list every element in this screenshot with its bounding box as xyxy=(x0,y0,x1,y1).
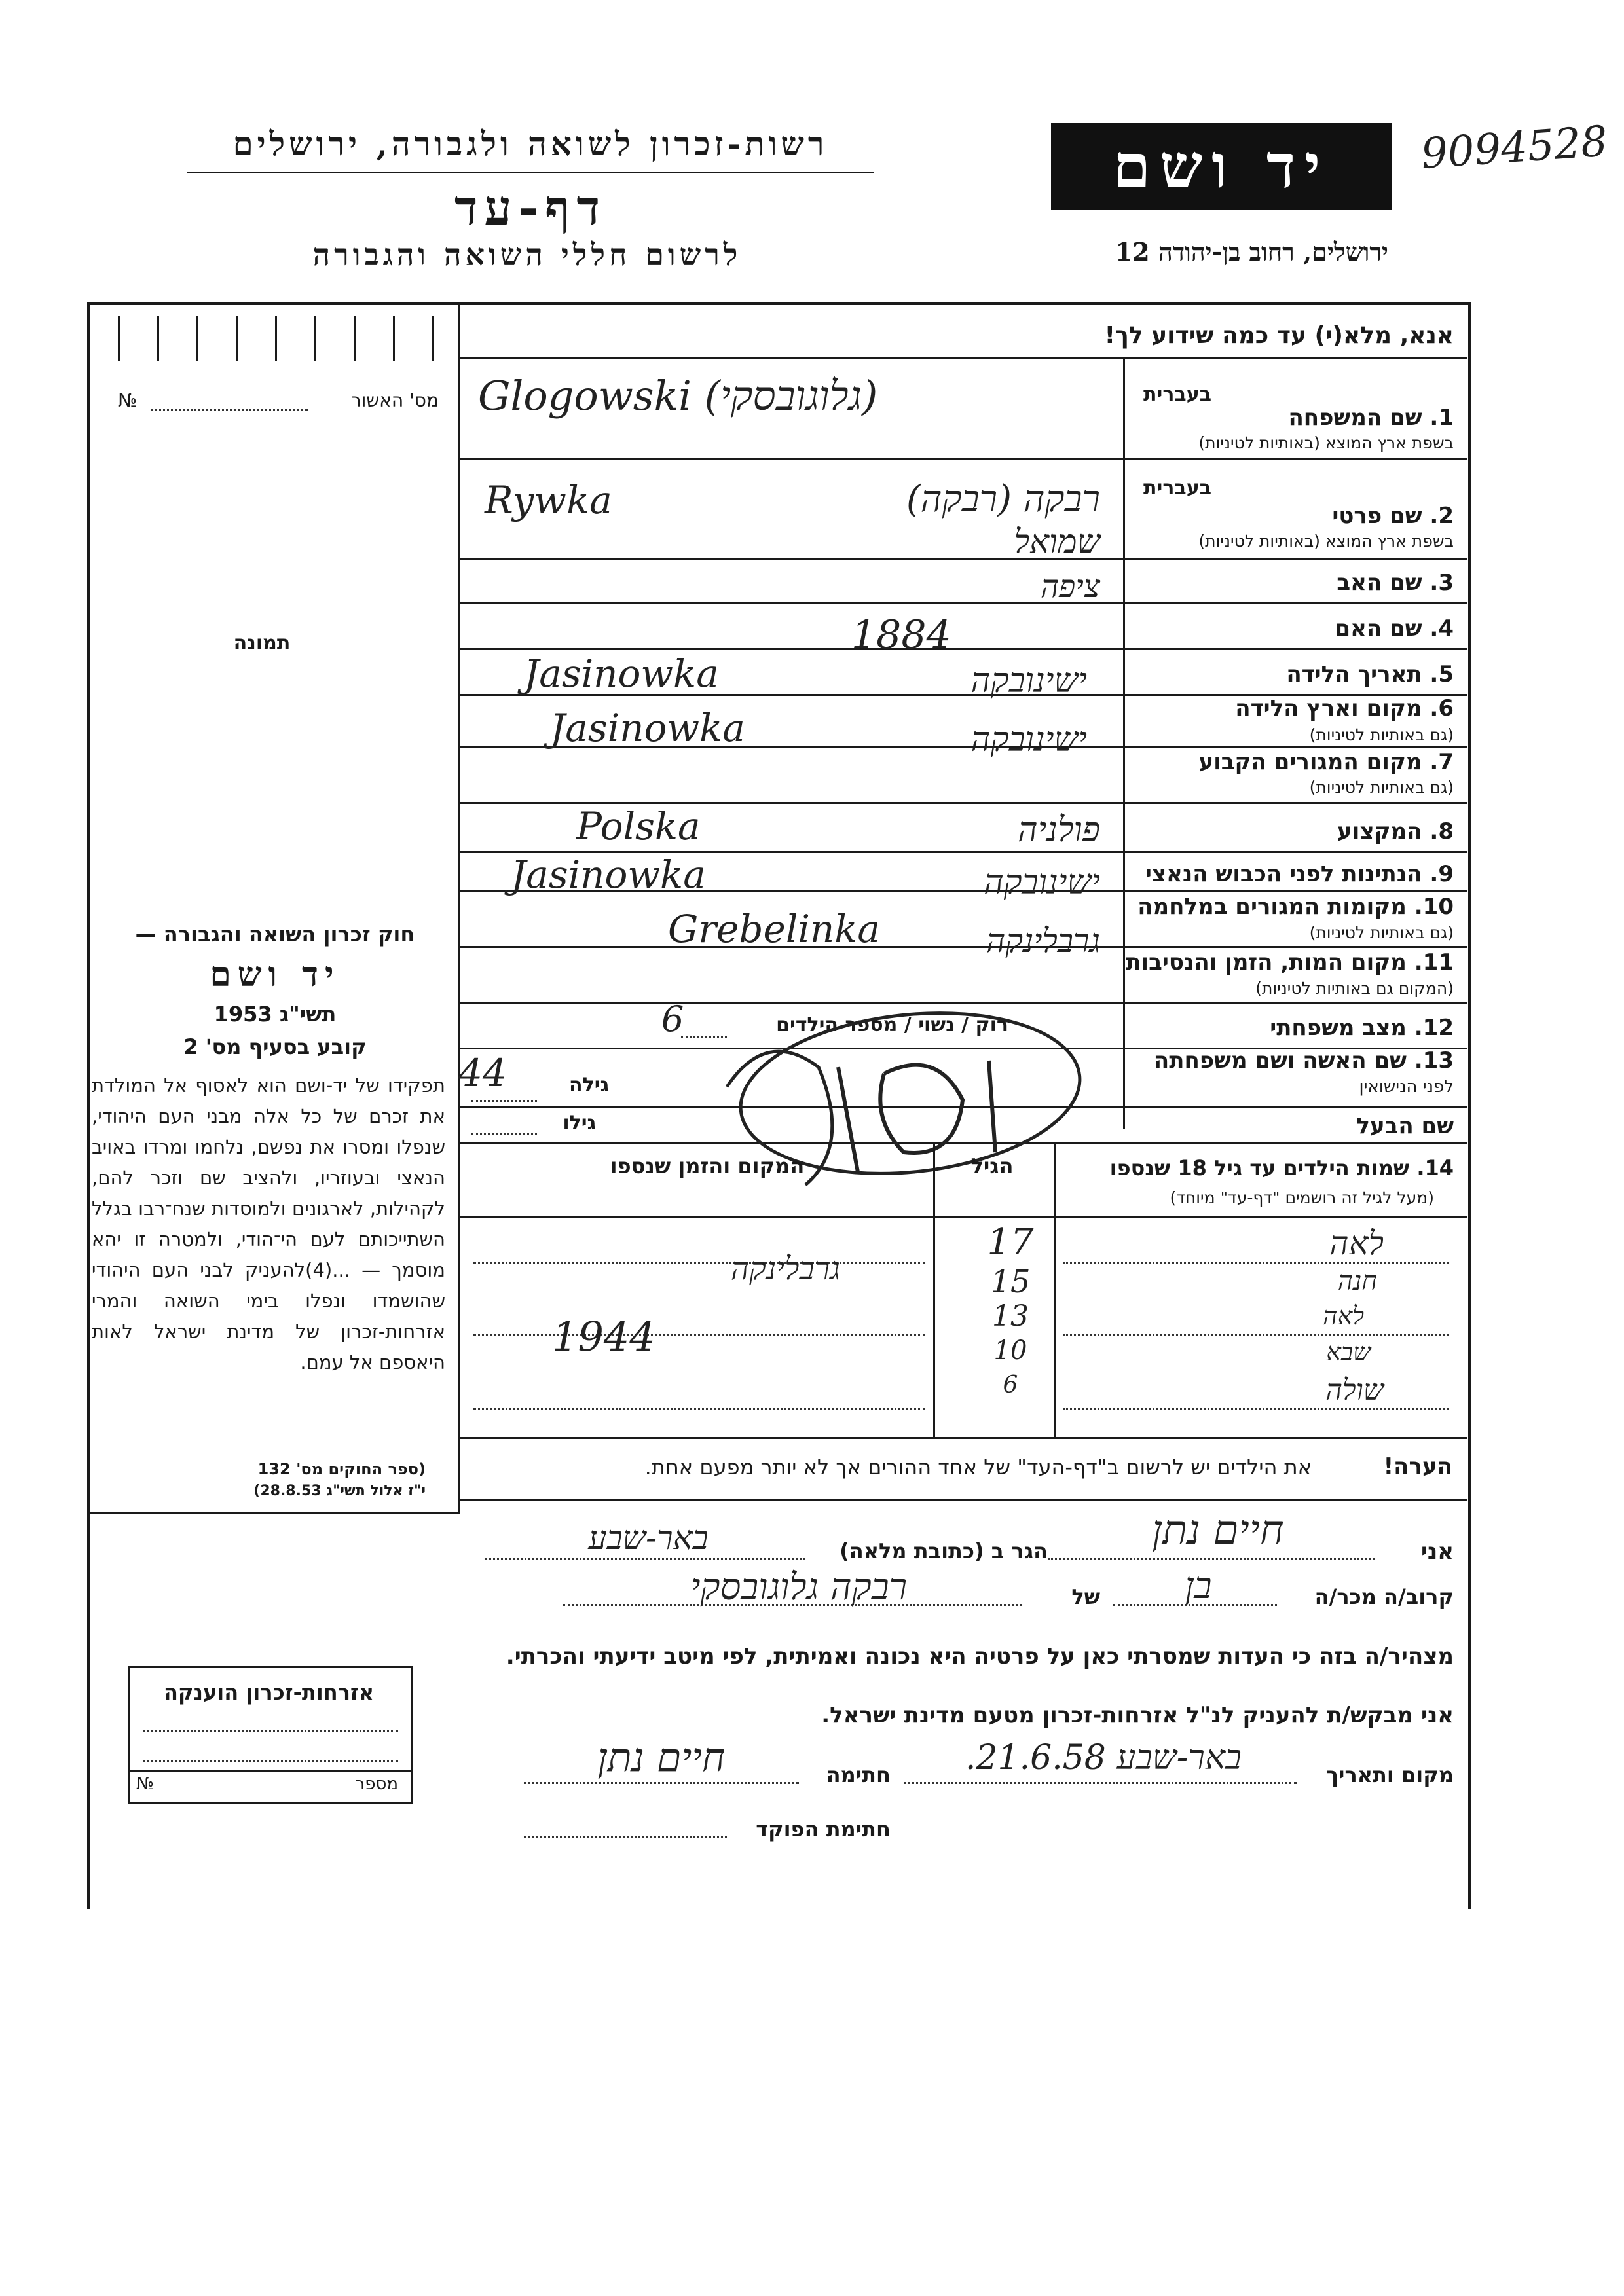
field-3-text: שם האב xyxy=(1337,570,1422,596)
field-9-text: הנתינות לפני הכבוש הנאצי xyxy=(1145,861,1422,887)
law-source: (ספר החוקים מס' 132 xyxy=(257,1460,426,1478)
child-place[interactable]: גרבלינקה xyxy=(730,1250,840,1287)
wife-age-label: גילה xyxy=(569,1074,609,1097)
field-7-sub: (גם באותיות לטיניות) xyxy=(1309,778,1454,797)
field-3-num: 3. xyxy=(1430,570,1454,596)
field-10-hebrew-value[interactable]: ישינובקה xyxy=(984,863,1100,902)
field-8-label xyxy=(1139,818,1454,845)
form-subtitle: לרשום חללי השואה והגבורה xyxy=(312,237,742,272)
org-line: רשות-זכרון לשואה ולגבורה, ירושלים xyxy=(232,124,828,163)
handwritten-record-number: 9094528 xyxy=(1419,117,1610,179)
field-2-sub: בשפת ארץ המוצא (באותיות לטיניות) xyxy=(1198,532,1454,551)
field-13-sub: לפני הנישואין xyxy=(1359,1077,1454,1097)
field-6-hebrew-value[interactable]: ישינובקה xyxy=(970,661,1087,701)
field-10-value[interactable]: Jasinowka xyxy=(511,852,706,897)
field-4-num: 4. xyxy=(1430,615,1454,642)
child-place[interactable]: 1944 xyxy=(552,1313,655,1360)
field-1-sub: בשפת ארץ המוצא (באותיות לטיניות) xyxy=(1198,433,1454,452)
approval-label: מס' האשור xyxy=(350,390,439,411)
decl-name-value[interactable]: חיים נתן xyxy=(1152,1506,1284,1554)
law-name: יד ושם xyxy=(210,955,341,994)
child-name[interactable]: לאה xyxy=(1323,1302,1364,1330)
field-5-num: 5. xyxy=(1430,661,1454,687)
field-3-value[interactable]: שמואל xyxy=(1014,522,1100,560)
field-9-num: 9. xyxy=(1430,861,1454,887)
field-4-label xyxy=(1139,615,1454,642)
field-10-sub: (גם באותיות לטיניות) xyxy=(1309,923,1454,942)
field-2-hebrew-value[interactable]: רבקה (רבקה) xyxy=(906,478,1100,520)
field-11-text: מקום המות, הזמן והנסיבות xyxy=(1126,949,1407,975)
photo-label: תמונה xyxy=(233,632,291,655)
field-5-label xyxy=(1139,661,1454,687)
child-age[interactable]: 6 xyxy=(1003,1372,1018,1398)
husband-label: שם הבעל xyxy=(1356,1113,1454,1139)
field-7-num: 7. xyxy=(1430,749,1454,775)
child-age[interactable]: 10 xyxy=(993,1336,1027,1366)
decl-address-value[interactable]: באר-שבע xyxy=(588,1519,709,1557)
field-13-num: 13. xyxy=(1414,1048,1454,1074)
form-title: דף-עד xyxy=(454,180,607,236)
field-10-text: מקומות המגורים במלחמה xyxy=(1137,894,1407,920)
children-col-place: המקום והזמן שנספו xyxy=(610,1154,805,1178)
decl-line3: מצהיר/ה בזה כי העדות שמסרתי כאן על פרטיה היא נכונה ואמיתית, לפי מיטב ידיעתי והכרתי. xyxy=(506,1643,1454,1669)
field-10-num: 10. xyxy=(1414,894,1454,920)
field-8-text: המקצוע xyxy=(1337,818,1422,845)
children-col-age: הגיל xyxy=(970,1154,1014,1178)
field-7-value[interactable]: Jasinowka xyxy=(550,706,745,750)
field-7-label xyxy=(1139,749,1454,775)
children-title xyxy=(1061,1156,1454,1180)
signature-label: חתימה xyxy=(826,1762,891,1787)
field-3-label xyxy=(1139,570,1454,596)
yad-vashem-logo xyxy=(1051,123,1392,210)
decl-line2-mid: של xyxy=(1071,1584,1100,1609)
field-11-num: 11. xyxy=(1414,949,1454,975)
child-name[interactable]: לאה xyxy=(1329,1224,1384,1262)
field-7-text: מקום המגורים הקבוע xyxy=(1198,749,1422,775)
field-9-hebrew-value[interactable]: פולניה xyxy=(1018,811,1100,850)
law-title: חוק זכרון השואה והגבורה — xyxy=(135,922,415,947)
children-title-text: שמות הילדים עד גיל 18 שנספו xyxy=(1109,1156,1410,1180)
field-12-text: מצב משפחתי xyxy=(1270,1015,1407,1041)
place-date-label: מקום ותאריך xyxy=(1326,1762,1454,1787)
husband-age-label: גילו xyxy=(563,1112,596,1135)
child-age[interactable]: 13 xyxy=(992,1300,1029,1333)
field-8-num: 8. xyxy=(1430,818,1454,845)
decl-relation-value[interactable]: בן xyxy=(1185,1565,1212,1607)
field-2-side: בעברית xyxy=(1143,477,1211,500)
field-1-label xyxy=(1166,405,1454,431)
child-row xyxy=(460,1372,1466,1414)
field-6-label xyxy=(1139,695,1454,721)
field-9-label xyxy=(1139,861,1454,887)
law-text: תפקידו של יד-ושם הוא לאסוף אל המולדת את זכרם של כל אלה מבני העם היהודי, שנפלו ומסרו את נפשם, נלחמו ומרדו באויב הנאצי ובעוזריו, ולהציב שם וזכר להם, לקהילות, לארגונים ולמוסדות שנח־רבו בגלל השתייכותם לעם הי־הודי, ולמטרה זו יהא מוסמך — ...(4)להעניק לבני העם היהודי שהושמדו ונפלו בימי השואה והמרי אזרחות-זכרון של מדינת ישראל לאות היאספם אל עמם. xyxy=(92,1074,445,1374)
field-6-value[interactable]: Jasinowka xyxy=(524,651,719,696)
field-9-value[interactable]: Polska xyxy=(576,804,701,848)
logo-text: יד ושם xyxy=(1113,131,1330,202)
field-1-text: שם המשפחה xyxy=(1288,405,1422,431)
child-age[interactable]: 15 xyxy=(990,1264,1031,1300)
approval-stub xyxy=(118,316,439,361)
field-2-label xyxy=(1166,503,1454,529)
field-1-value[interactable]: Glogowski (גלוגובסקי) xyxy=(478,372,878,420)
children-num: 14. xyxy=(1416,1156,1454,1180)
field-13-value[interactable]: 44 xyxy=(458,1051,507,1095)
officer-signature-label: חתימת הפוקד xyxy=(756,1817,891,1842)
child-name[interactable]: חנה xyxy=(1337,1266,1377,1296)
approval-num-sign: № xyxy=(118,390,138,411)
children-note: (מעל לגיל זה רושמים "דף-עד" מיוחד) xyxy=(1170,1188,1434,1207)
field-12-num: 12. xyxy=(1414,1015,1454,1041)
citizenship-num-sign: № xyxy=(136,1774,155,1794)
signature-value[interactable]: חיים נתן xyxy=(597,1735,726,1781)
field-12-value[interactable]: 6 xyxy=(661,998,684,1040)
field-12-label xyxy=(1139,1015,1454,1041)
field-1-num: 1. xyxy=(1430,405,1454,431)
field-10-label xyxy=(1139,894,1454,920)
address: ירושלים, רחוב בן-יהודה 12 xyxy=(1115,237,1388,266)
citizenship-num-label: מספר xyxy=(355,1774,398,1794)
field-11-value[interactable]: Grebelinka xyxy=(668,907,881,951)
law-source-date: י"ז אלול תשי"ג 28.8.53) xyxy=(253,1483,426,1499)
decl-line4: אני מבקש/ת להעניק לנ"ל אזרחות-זכרון מטעם מדינת ישראל. xyxy=(821,1702,1454,1728)
decl-line1-mid: הגר ב (כתובת מלאה) xyxy=(840,1539,1048,1563)
field-11-label xyxy=(1126,949,1454,975)
child-name[interactable]: שולה xyxy=(1325,1374,1384,1407)
field-7-hebrew-value[interactable]: ישינובקה xyxy=(970,720,1087,759)
child-row xyxy=(460,1221,1466,1270)
field-2-value[interactable]: Rywka xyxy=(485,478,612,522)
field-2-num: 2. xyxy=(1430,503,1454,529)
law-clause: קובע בסעיף מס' 2 xyxy=(183,1034,367,1059)
field-6-sub: (גם באותיות לטיניות) xyxy=(1309,725,1454,744)
field-4-value[interactable]: ציפה xyxy=(1040,568,1100,605)
citizenship-box xyxy=(128,1666,413,1804)
field-6-text: מקום וארץ הלידה xyxy=(1235,695,1422,721)
field-1-side: בעברית xyxy=(1143,383,1211,406)
child-name[interactable]: שבא xyxy=(1325,1338,1371,1366)
decl-deceased-name[interactable]: רבקה גלוגובסקי xyxy=(690,1566,908,1609)
field-5-value[interactable]: 1884 xyxy=(851,612,951,658)
field-13-label xyxy=(1139,1048,1454,1074)
field-5-text: תאריך הלידה xyxy=(1286,661,1422,687)
note-text: את הילדים יש לרשום ב"דף-העד" של אחד ההורים אך לא יותר מפעם אחת. xyxy=(644,1455,1312,1480)
decl-line2-prefix: קרוב/ה מכר/ה xyxy=(1314,1584,1454,1609)
top-instruction: אנא, מלא(י) עד כמה שידוע לך! xyxy=(1104,322,1454,349)
field-11-sub: (המקום גם באותיות לטיניות) xyxy=(1255,979,1454,998)
decl-line1-prefix: אני xyxy=(1420,1539,1454,1565)
citizenship-title: אזרחות-זכרון הוענקה xyxy=(163,1680,375,1705)
field-13-text: שם האשה ושם משפחתה xyxy=(1153,1048,1407,1074)
child-age[interactable]: 17 xyxy=(987,1221,1034,1264)
law-year: תשי"ג 1953 xyxy=(213,1002,337,1027)
place-date-value[interactable]: באר-שבע 21.6.58. xyxy=(965,1738,1242,1777)
note-label: הערה! xyxy=(1383,1453,1452,1480)
field-2-text: שם פרטי xyxy=(1332,503,1422,529)
child-row xyxy=(460,1250,1466,1306)
field-4-text: שם האם xyxy=(1335,615,1422,642)
field-6-num: 6. xyxy=(1430,695,1454,721)
field-11-hebrew-value[interactable]: גרבלינקה xyxy=(986,922,1100,960)
field-12-options: רוק / נשוי / מספר הילדים xyxy=(776,1013,1008,1036)
note-row xyxy=(460,1439,1466,1498)
